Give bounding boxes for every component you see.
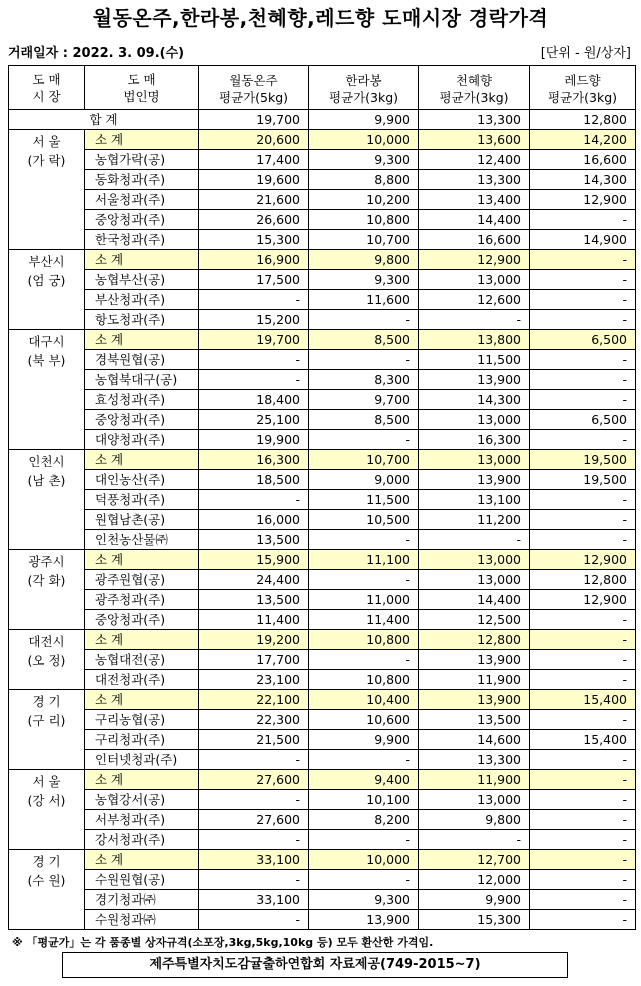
- subtotal-label: 소 계: [85, 130, 199, 150]
- price-cell: 10,800: [309, 670, 419, 690]
- price-cell: 14,400: [419, 590, 530, 610]
- price-cell: 12,900: [530, 590, 636, 610]
- price-cell: -: [199, 370, 309, 390]
- price-cell: 10,200: [309, 190, 419, 210]
- price-cell: -: [530, 670, 636, 690]
- price-cell: -: [419, 310, 530, 330]
- price-cell: -: [530, 630, 636, 650]
- price-cell: 9,300: [309, 150, 419, 170]
- price-cell: -: [309, 570, 419, 590]
- header-col-4: 레드향 평균가(3kg): [530, 66, 636, 110]
- total-value: 12,800: [530, 110, 636, 130]
- price-cell: 18,500: [199, 470, 309, 490]
- price-cell: 16,600: [419, 230, 530, 250]
- corp-name: 중앙청과(주): [85, 410, 199, 430]
- price-cell: 16,300: [419, 430, 530, 450]
- price-cell: 9,300: [309, 270, 419, 290]
- price-cell: 12,800: [530, 570, 636, 590]
- footnote: ※ 「평균가」는 각 품종별 상자규격(소포장,3kg,5kg,10kg 등) 모두 환산한 가격임.: [12, 936, 434, 949]
- price-cell: 9,900: [309, 730, 419, 750]
- price-cell: -: [419, 830, 530, 850]
- subtotal-label: 소 계: [85, 330, 199, 350]
- total-value: 9,900: [309, 110, 419, 130]
- header-row: [9, 66, 636, 110]
- price-cell: 6,500: [530, 330, 636, 350]
- table-row: [9, 210, 636, 230]
- price-cell: 13,000: [419, 790, 530, 810]
- price-cell: -: [530, 650, 636, 670]
- price-cell: -: [199, 290, 309, 310]
- market-district: (북 부): [27, 353, 66, 368]
- market-district: (강 서): [27, 793, 66, 808]
- price-cell: -: [199, 790, 309, 810]
- price-cell: 13,900: [419, 470, 530, 490]
- price-cell: -: [530, 750, 636, 770]
- table-row: [9, 590, 636, 610]
- table-row: [9, 470, 636, 490]
- subtotal-row: [9, 690, 636, 710]
- price-cell: -: [530, 810, 636, 830]
- market-district: (엄 궁): [27, 273, 66, 288]
- price-cell: -: [530, 390, 636, 410]
- price-cell: -: [309, 430, 419, 450]
- price-cell: -: [530, 270, 636, 290]
- subtotal-label: 소 계: [85, 850, 199, 870]
- market-name: [9, 250, 85, 330]
- corp-name: 구리농협(공): [85, 710, 199, 730]
- price-cell: -: [530, 530, 636, 550]
- market-city: 대전시: [28, 634, 65, 649]
- header-corp: 도 매 법인명: [85, 66, 199, 110]
- price-cell: 33,100: [199, 850, 309, 870]
- price-cell: -: [199, 350, 309, 370]
- market-district: (남 촌): [27, 473, 66, 488]
- price-cell: 12,900: [419, 250, 530, 270]
- corp-name: 대전청과(주): [85, 670, 199, 690]
- price-cell: 8,300: [309, 370, 419, 390]
- corp-name: 부산청과(주): [85, 290, 199, 310]
- table-row: [9, 490, 636, 510]
- market-district: (가 락): [27, 153, 66, 168]
- corp-name: 원협남촌(공): [85, 510, 199, 530]
- price-cell: 15,400: [530, 690, 636, 710]
- corp-name: 수원청과㈜: [85, 910, 199, 930]
- price-cell: 19,600: [199, 170, 309, 190]
- table-row: [9, 650, 636, 670]
- price-cell: 14,300: [419, 390, 530, 410]
- price-cell: -: [530, 250, 636, 270]
- subtotal-label: 소 계: [85, 770, 199, 790]
- price-cell: -: [530, 290, 636, 310]
- corp-name: 항도청과(주): [85, 310, 199, 330]
- price-cell: 13,300: [419, 750, 530, 770]
- subtotal-label: 소 계: [85, 250, 199, 270]
- market-name: [9, 550, 85, 630]
- corp-name: 경기청과㈜: [85, 890, 199, 910]
- price-cell: 8,500: [309, 410, 419, 430]
- price-cell: 16,600: [530, 150, 636, 170]
- price-cell: 17,400: [199, 150, 309, 170]
- market-city: 인천시: [28, 454, 65, 469]
- subtotal-row: [9, 450, 636, 470]
- corp-name: 경북원협(공): [85, 350, 199, 370]
- corp-name: 구리청과(주): [85, 730, 199, 750]
- price-cell: 13,500: [199, 530, 309, 550]
- price-cell: -: [530, 510, 636, 530]
- price-cell: 9,400: [309, 770, 419, 790]
- price-cell: 13,000: [419, 450, 530, 470]
- price-cell: -: [530, 490, 636, 510]
- price-cell: 10,700: [309, 230, 419, 250]
- subtotal-row: [9, 250, 636, 270]
- price-cell: 11,500: [309, 490, 419, 510]
- market-city: 경 기: [32, 854, 61, 869]
- price-cell: -: [199, 490, 309, 510]
- table-row: [9, 710, 636, 730]
- market-city: 부산시: [28, 254, 65, 269]
- price-cell: 19,500: [530, 470, 636, 490]
- price-cell: 25,100: [199, 410, 309, 430]
- price-cell: 13,500: [199, 590, 309, 610]
- price-cell: 9,800: [419, 810, 530, 830]
- table-row: [9, 170, 636, 190]
- corp-name: 한국청과(주): [85, 230, 199, 250]
- table-row: [9, 890, 636, 910]
- price-cell: -: [530, 370, 636, 390]
- price-cell: 12,700: [419, 850, 530, 870]
- price-cell: 8,800: [309, 170, 419, 190]
- table-row: [9, 670, 636, 690]
- price-cell: -: [530, 350, 636, 370]
- price-cell: 9,000: [309, 470, 419, 490]
- corp-name: 서울청과(주): [85, 190, 199, 210]
- price-cell: 13,300: [419, 170, 530, 190]
- subtotal-row: [9, 330, 636, 350]
- price-cell: 19,700: [199, 330, 309, 350]
- price-cell: -: [530, 830, 636, 850]
- price-cell: 11,400: [199, 610, 309, 630]
- price-cell: 22,300: [199, 710, 309, 730]
- header-market: 도 매 시 장: [9, 66, 85, 110]
- market-city: 광주시: [28, 554, 65, 569]
- price-cell: -: [309, 870, 419, 890]
- page-title: 월동온주,한라봉,천혜향,레드향 도매시장 경락가격: [92, 6, 549, 30]
- corp-name: 중앙청과(주): [85, 210, 199, 230]
- price-cell: 16,000: [199, 510, 309, 530]
- price-cell: 12,900: [530, 550, 636, 570]
- price-cell: 24,400: [199, 570, 309, 590]
- market-city: 대구시: [28, 334, 65, 349]
- price-cell: 10,100: [309, 790, 419, 810]
- price-cell: -: [530, 710, 636, 730]
- price-cell: 9,900: [419, 890, 530, 910]
- table-row: [9, 570, 636, 590]
- price-cell: 14,300: [530, 170, 636, 190]
- corp-name: 광주원협(공): [85, 570, 199, 590]
- corp-name: 중앙청과(주): [85, 610, 199, 630]
- market-name: [9, 690, 85, 770]
- price-cell: -: [419, 530, 530, 550]
- price-cell: 9,700: [309, 390, 419, 410]
- price-cell: -: [530, 910, 636, 930]
- price-cell: 17,700: [199, 650, 309, 670]
- market-name: [9, 450, 85, 550]
- price-cell: 19,900: [199, 430, 309, 450]
- price-cell: 6,500: [530, 410, 636, 430]
- table-row: [9, 830, 636, 850]
- market-district: (수 원): [27, 873, 66, 888]
- price-cell: 22,100: [199, 690, 309, 710]
- price-cell: 27,600: [199, 810, 309, 830]
- price-cell: 9,800: [309, 250, 419, 270]
- table-row: [9, 530, 636, 550]
- price-cell: 13,100: [419, 490, 530, 510]
- header-col-2: 한라봉 평균가(3kg): [309, 66, 419, 110]
- price-cell: 12,800: [419, 630, 530, 650]
- price-cell: 12,900: [530, 190, 636, 210]
- price-cell: 11,000: [309, 590, 419, 610]
- price-cell: 12,500: [419, 610, 530, 630]
- total-label: 합 계: [9, 110, 199, 130]
- price-cell: 8,200: [309, 810, 419, 830]
- price-cell: -: [199, 750, 309, 770]
- source-box: 제주특별자치도감귤출하연합회 자료제공(749-2015~7): [62, 952, 568, 978]
- price-cell: -: [530, 210, 636, 230]
- price-cell: -: [309, 750, 419, 770]
- price-cell: 12,000: [419, 870, 530, 890]
- price-cell: 13,000: [419, 270, 530, 290]
- table-row: [9, 510, 636, 530]
- price-cell: 15,400: [530, 730, 636, 750]
- corp-name: 강서청과(주): [85, 830, 199, 850]
- price-cell: 13,600: [419, 130, 530, 150]
- price-cell: 13,900: [419, 650, 530, 670]
- price-cell: 13,400: [419, 190, 530, 210]
- price-cell: -: [199, 910, 309, 930]
- corp-name: 농협북대구(공): [85, 370, 199, 390]
- table-row: [9, 230, 636, 250]
- table-row: [9, 430, 636, 450]
- market-district: (오 정): [27, 653, 66, 668]
- price-cell: 8,500: [309, 330, 419, 350]
- price-cell: 15,300: [199, 230, 309, 250]
- price-cell: 15,300: [419, 910, 530, 930]
- corp-name: 서부청과(주): [85, 810, 199, 830]
- corp-name: 농협대전(공): [85, 650, 199, 670]
- price-cell: 17,500: [199, 270, 309, 290]
- price-cell: -: [530, 770, 636, 790]
- corp-name: 광주청과(주): [85, 590, 199, 610]
- price-cell: 10,700: [309, 450, 419, 470]
- corp-name: 농협강서(공): [85, 790, 199, 810]
- price-cell: -: [309, 310, 419, 330]
- subtotal-row: [9, 550, 636, 570]
- price-cell: 26,600: [199, 210, 309, 230]
- price-cell: 15,200: [199, 310, 309, 330]
- market-district: (각 화): [27, 573, 66, 588]
- corp-name: 인천농산물㈜: [85, 530, 199, 550]
- corp-name: 효성청과(주): [85, 390, 199, 410]
- price-cell: 10,000: [309, 130, 419, 150]
- subtotal-row: [9, 630, 636, 650]
- price-cell: 11,500: [419, 350, 530, 370]
- market-name: [9, 850, 85, 930]
- price-cell: 11,900: [419, 770, 530, 790]
- price-cell: -: [530, 850, 636, 870]
- price-cell: 11,900: [419, 670, 530, 690]
- market-city: 서 울: [32, 774, 61, 789]
- market-name: [9, 630, 85, 690]
- total-value: 13,300: [419, 110, 530, 130]
- price-cell: -: [199, 830, 309, 850]
- table-row: [9, 370, 636, 390]
- market-name: [9, 770, 85, 850]
- price-cell: 11,200: [419, 510, 530, 530]
- market-name: [9, 130, 85, 250]
- table-row: [9, 750, 636, 770]
- price-cell: -: [530, 870, 636, 890]
- corp-name: 덕풍청과(주): [85, 490, 199, 510]
- price-cell: 13,000: [419, 570, 530, 590]
- price-cell: -: [530, 790, 636, 810]
- table-row: [9, 810, 636, 830]
- subtotal-row: [9, 770, 636, 790]
- subtotal-row: [9, 850, 636, 870]
- subtotal-label: 소 계: [85, 690, 199, 710]
- subtotal-label: 소 계: [85, 450, 199, 470]
- total-row: [9, 110, 636, 130]
- table-row: [9, 310, 636, 330]
- price-cell: 10,800: [309, 210, 419, 230]
- price-cell: 11,100: [309, 550, 419, 570]
- market-district: (구 리): [27, 713, 66, 728]
- price-cell: 21,500: [199, 730, 309, 750]
- price-table: [8, 65, 636, 930]
- price-cell: 21,600: [199, 190, 309, 210]
- price-cell: -: [530, 610, 636, 630]
- price-cell: 12,600: [419, 290, 530, 310]
- price-cell: 14,200: [530, 130, 636, 150]
- table-row: [9, 790, 636, 810]
- price-cell: 10,500: [309, 510, 419, 530]
- price-cell: 19,500: [530, 450, 636, 470]
- price-cell: 13,800: [419, 330, 530, 350]
- table-row: [9, 190, 636, 210]
- header-col-3: 천혜향 평균가(3kg): [419, 66, 530, 110]
- subtotal-label: 소 계: [85, 550, 199, 570]
- market-name: [9, 330, 85, 450]
- price-cell: 14,400: [419, 210, 530, 230]
- price-cell: 10,000: [309, 850, 419, 870]
- total-value: 19,700: [199, 110, 309, 130]
- subtotal-row: [9, 130, 636, 150]
- price-cell: 13,000: [419, 550, 530, 570]
- price-cell: 10,600: [309, 710, 419, 730]
- table-row: [9, 610, 636, 630]
- price-cell: 20,600: [199, 130, 309, 150]
- corp-name: 수원원협(공): [85, 870, 199, 890]
- header-col-1: 월동온주 평균가(5kg): [199, 66, 309, 110]
- table-row: [9, 870, 636, 890]
- table-row: [9, 730, 636, 750]
- price-cell: 13,900: [309, 910, 419, 930]
- corp-name: 대인농산(주): [85, 470, 199, 490]
- price-cell: 23,100: [199, 670, 309, 690]
- corp-name: 대양청과(주): [85, 430, 199, 450]
- price-cell: 13,900: [419, 690, 530, 710]
- price-cell: 12,400: [419, 150, 530, 170]
- price-cell: 27,600: [199, 770, 309, 790]
- price-cell: 13,500: [419, 710, 530, 730]
- price-cell: -: [530, 890, 636, 910]
- price-cell: 18,400: [199, 390, 309, 410]
- price-cell: -: [309, 830, 419, 850]
- price-cell: 13,900: [419, 370, 530, 390]
- table-row: [9, 290, 636, 310]
- price-cell: 15,900: [199, 550, 309, 570]
- price-cell: 19,200: [199, 630, 309, 650]
- price-cell: 11,400: [309, 610, 419, 630]
- market-city: 경 기: [32, 694, 61, 709]
- price-cell: 14,600: [419, 730, 530, 750]
- price-cell: 33,100: [199, 890, 309, 910]
- price-cell: 10,400: [309, 690, 419, 710]
- table-row: [9, 350, 636, 370]
- corp-name: 농협가락(공): [85, 150, 199, 170]
- table-row: [9, 390, 636, 410]
- market-city: 서 울: [32, 134, 61, 149]
- unit-label: [단위 - 원/상자]: [540, 46, 631, 61]
- table-row: [9, 150, 636, 170]
- corp-name: 인터넷청과(주): [85, 750, 199, 770]
- price-cell: -: [309, 530, 419, 550]
- price-cell: -: [530, 310, 636, 330]
- table-row: [9, 410, 636, 430]
- price-cell: 14,900: [530, 230, 636, 250]
- corp-name: 동화청과(주): [85, 170, 199, 190]
- subtotal-label: 소 계: [85, 630, 199, 650]
- price-cell: 16,300: [199, 450, 309, 470]
- price-cell: -: [309, 650, 419, 670]
- price-cell: -: [309, 350, 419, 370]
- price-cell: 9,300: [309, 890, 419, 910]
- table-row: [9, 910, 636, 930]
- table-row: [9, 270, 636, 290]
- price-cell: 10,800: [309, 630, 419, 650]
- price-cell: -: [199, 870, 309, 890]
- corp-name: 농협부산(공): [85, 270, 199, 290]
- trade-date: 거래일자 : 2022. 3. 09.(수): [8, 46, 185, 61]
- price-cell: -: [530, 430, 636, 450]
- price-cell: 16,900: [199, 250, 309, 270]
- price-cell: 11,600: [309, 290, 419, 310]
- price-cell: 13,000: [419, 410, 530, 430]
